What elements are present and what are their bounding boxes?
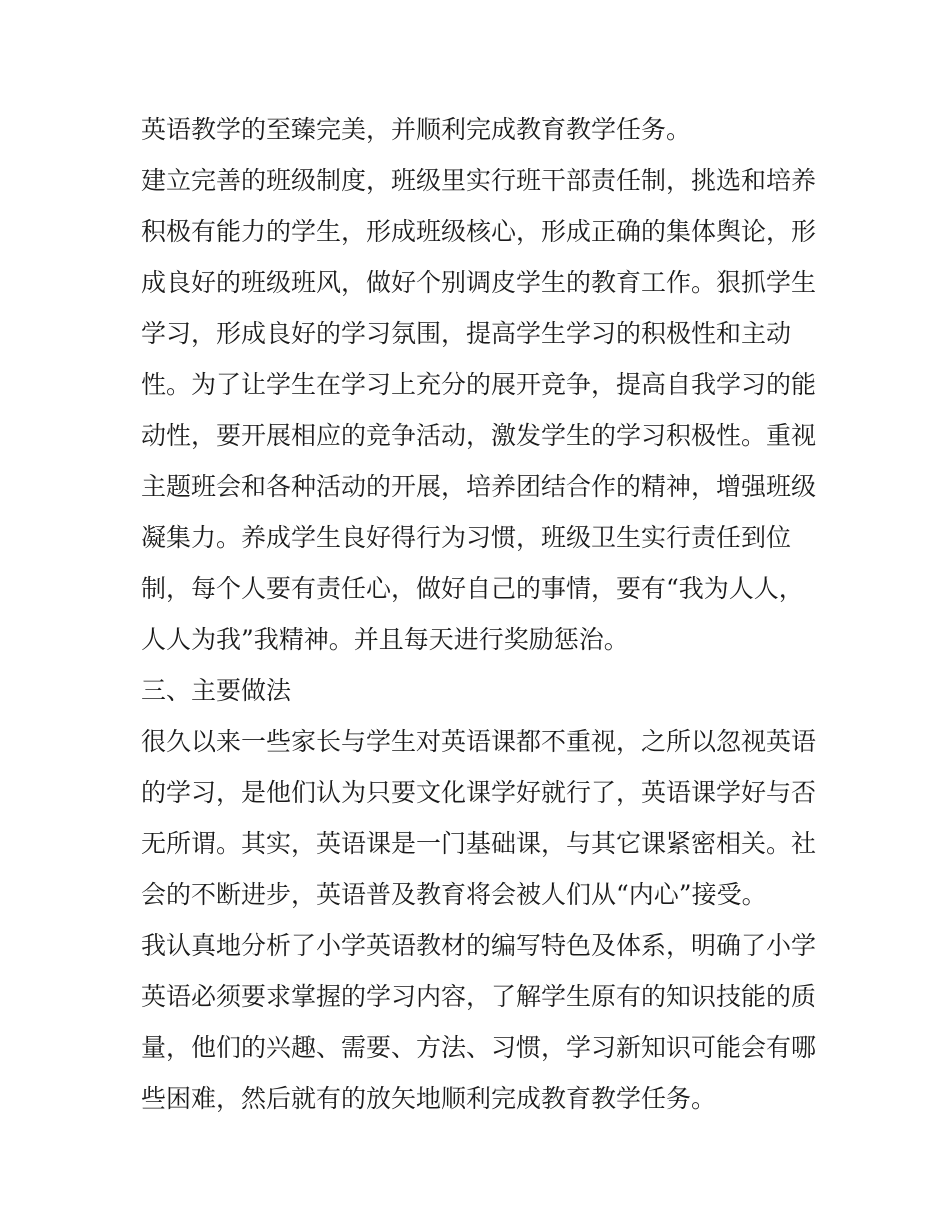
text-line: 凝集力。养成学生良好得行为习惯，班级卫生实行责任到位: [141, 523, 792, 552]
text-line: 我认真地分析了小学英语教材的编写特色及体系，明确了小学: [141, 931, 817, 960]
section-heading: 三、主要做法: [141, 676, 292, 705]
text-line: 英语教学的至臻完美，并顺利完成教育教学任务。: [141, 115, 692, 144]
text-line: 英语必须要求掌握的学习内容，了解学生原有的知识技能的质: [141, 982, 817, 1011]
text-line: 主题班会和各种活动的开展，培养团结合作的精神，增强班级: [141, 472, 817, 501]
text-line: 人人为我”我精神。并且每天进行奖励惩治。: [141, 625, 629, 654]
text-line: 无所谓。其实，英语课是一门基础课，与其它课紧密相关。社: [141, 829, 817, 858]
text-line: 积极有能力的学生，形成班级核心，形成正确的集体舆论，形: [141, 217, 817, 246]
text-line: 会的不断进步，英语普及教育将会被人们从“内心”接受。: [141, 880, 767, 909]
text-line: 制，每个人要有责任心，做好自己的事情，要有“我为人人，: [141, 574, 804, 603]
text-line: 很久以来一些家长与学生对英语课都不重视，之所以忽视英语: [141, 727, 817, 756]
text-line: 动性，要开展相应的竞争活动，激发学生的学习积极性。重视: [141, 421, 817, 450]
text-line: 些困难，然后就有的放矢地顺利完成教育教学任务。: [141, 1084, 717, 1113]
text-line: 量，他们的兴趣、需要、方法、习惯，学习新知识可能会有哪: [141, 1033, 817, 1062]
text-line: 性。为了让学生在学习上充分的展开竞争，提高自我学习的能: [141, 370, 817, 399]
text-line: 成良好的班级班风，做好个别调皮学生的教育工作。狠抓学生: [141, 268, 817, 297]
text-line: 的学习，是他们认为只要文化课学好就行了，英语课学好与否: [141, 778, 817, 807]
text-line: 建立完善的班级制度，班级里实行班干部责任制，挑选和培养: [141, 166, 817, 195]
text-line: 学习，形成良好的学习氛围，提高学生学习的积极性和主动: [141, 319, 792, 348]
document-body: [141, 104, 817, 1124]
